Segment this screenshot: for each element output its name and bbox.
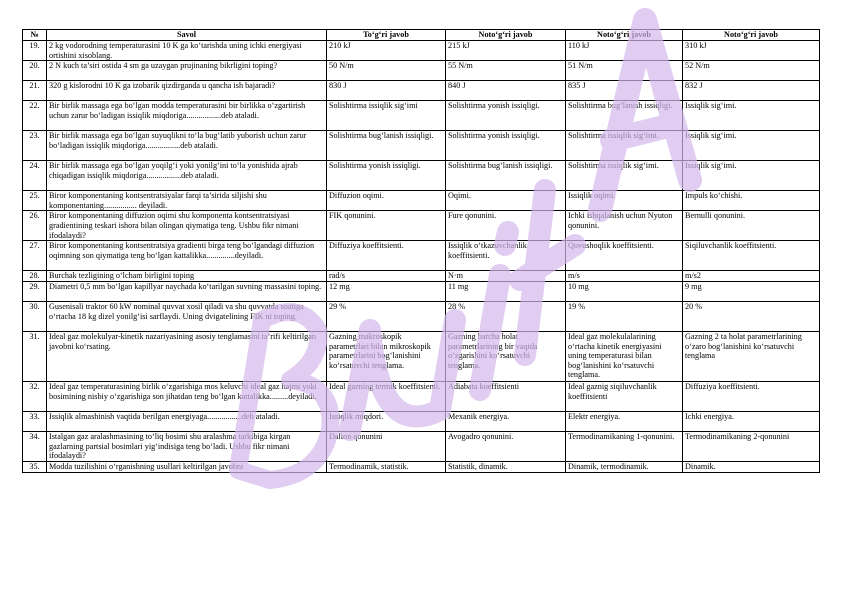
wrong-answer-3: Dinamik. <box>683 461 820 472</box>
wrong-answer-2: 10 mg <box>566 281 683 301</box>
question-number: 33. <box>23 411 47 431</box>
question-number: 35. <box>23 461 47 472</box>
wrong-answer-2: m/s <box>566 271 683 282</box>
wrong-answer-2: Qovushoqlik koeffitsienti. <box>566 241 683 271</box>
table-row <box>23 131 820 161</box>
correct-answer: 50 N/m <box>327 61 446 81</box>
question-text: Modda tuzilishini o‘rganishning usullari keltirilgan javobni <box>47 461 327 472</box>
table-row <box>23 411 820 431</box>
table-row <box>23 461 820 472</box>
question-text: Bir birlik massaga ega bo‘lgan suyuqlikni to‘la bug‘latib yuborish uchun zarur bo‘ladigan issiqlik miqdoriga.................deb ataladi. <box>47 131 327 161</box>
header-wrong-answer-3: Noto‘g‘ri javob <box>683 30 820 41</box>
wrong-answer-3: 832 J <box>683 81 820 101</box>
question-text: Ideal gaz temperaturasining birlik o‘zgarishiga mos keluvchi ideal gaz hajmi yoki bosimining nisbiy o‘zgarishiga son jihatdan teng bo‘lgan kattalikka.........deyiladi. <box>47 381 327 411</box>
wrong-answer-1: Mexanik energiya. <box>446 411 566 431</box>
correct-answer: Gazning makroskopik parametrlari bilan mikroskopik parametrlarini bog‘lanishini ko‘rsatuvchi tenglama. <box>327 331 446 381</box>
question-number: 27. <box>23 241 47 271</box>
wrong-answer-1: Solishtirma yonish issiqligi. <box>446 131 566 161</box>
correct-answer: 830 J <box>327 81 446 101</box>
question-text: Istalgan gaz aralashmasining to‘liq bosimi shu aralashma tarkibiga kirgan gazlarning partsial bosimlari yig‘indisiga teng bo‘ladi. Ushbu fikr nimani ifodalaydi? <box>47 431 327 461</box>
table-row <box>23 241 820 271</box>
wrong-answer-2: 835 J <box>566 81 683 101</box>
wrong-answer-3: Issiqlik sig‘imi. <box>683 101 820 131</box>
question-number: 20. <box>23 61 47 81</box>
wrong-answer-3: Diffuziya koeffitsienti. <box>683 381 820 411</box>
wrong-answer-3: Gazning 2 ta holat parametrlarining o‘zaro bog‘lanishini ko‘rsatuvchi tenglama <box>683 331 820 381</box>
wrong-answer-2: Ichki ishqalanish uchun Nyuton qonunini. <box>566 211 683 241</box>
question-number: 26. <box>23 211 47 241</box>
wrong-answer-2: Solishtirma issiqlik sig‘imi. <box>566 131 683 161</box>
correct-answer: FIK qonunini. <box>327 211 446 241</box>
wrong-answer-1: 215 kJ <box>446 41 566 61</box>
table-row <box>23 211 820 241</box>
wrong-answer-3: 310 kJ <box>683 41 820 61</box>
correct-answer: rad/s <box>327 271 446 282</box>
wrong-answer-1: 11 mg <box>446 281 566 301</box>
wrong-answer-1: Gazning barcha holat parametrlarining bir vaqtda o‘zgarishini ko‘rsatuvchi tenglama. <box>446 331 566 381</box>
header-wrong-answer-2: Noto‘g‘ri javob <box>566 30 683 41</box>
wrong-answer-3: Issiqlik sig‘imi. <box>683 131 820 161</box>
table-row <box>23 101 820 131</box>
table-row <box>23 301 820 331</box>
table-row <box>23 331 820 381</box>
question-text: Burchak tezligining o‘lcham birligini toping <box>47 271 327 282</box>
question-text: 320 g kislorodni 10 K ga izobarik qizdirganda u qancha ish bajaradi? <box>47 81 327 101</box>
wrong-answer-2: Ideal gaznig siqiluvchanlik koeffitsienti <box>566 381 683 411</box>
question-number: 22. <box>23 101 47 131</box>
wrong-answer-1: Avogadro qonunini. <box>446 431 566 461</box>
table-row <box>23 281 820 301</box>
question-number: 24. <box>23 161 47 191</box>
wrong-answer-1: Oqimi. <box>446 191 566 211</box>
correct-answer: 29 % <box>327 301 446 331</box>
correct-answer: Diffuzion oqimi. <box>327 191 446 211</box>
table-row <box>23 381 820 411</box>
header-number: № <box>23 30 47 41</box>
wrong-answer-2: Solishtirma bug‘lanish issiqligi. <box>566 101 683 131</box>
correct-answer: Dalton qonunini <box>327 431 446 461</box>
wrong-answer-2: Solishtirma issiqlik sig‘imi. <box>566 161 683 191</box>
wrong-answer-3: 9 mg <box>683 281 820 301</box>
question-text: Diametri 0,5 mm bo‘lgan kapillyar naychada ko‘tarilgan suvning massasini toping. <box>47 281 327 301</box>
question-text: Bir birlik massaga ega bo‘lgan yoqilg‘i yoki yonilg‘ini to‘la yonishida ajrab chiqadigan issiqlik miqdoriga.................deb ataladi. <box>47 161 327 191</box>
question-number: 32. <box>23 381 47 411</box>
correct-answer: Issiqlik miqdori. <box>327 411 446 431</box>
question-number: 25. <box>23 191 47 211</box>
correct-answer: Ideal gazning termik koeffitsienti. <box>327 381 446 411</box>
wrong-answer-2: 51 N/m <box>566 61 683 81</box>
question-number: 19. <box>23 41 47 61</box>
table-row <box>23 81 820 101</box>
table-row <box>23 61 820 81</box>
questions-table <box>22 29 820 473</box>
wrong-answer-1: Issiqlik o‘tkazuvchanlik koeffitsienti. <box>446 241 566 271</box>
table-row <box>23 271 820 282</box>
question-number: 21. <box>23 81 47 101</box>
header-wrong-answer-1: Noto‘g‘ri javob <box>446 30 566 41</box>
table-row <box>23 161 820 191</box>
question-text: Bir birlik massaga ega bo‘lgan modda temperaturasini bir birlikka o‘zgartirish uchun zarur bo‘ladigan issiqlik miqdoriga.................deb ataladi. <box>47 101 327 131</box>
correct-answer: Termodinamik, statistik. <box>327 461 446 472</box>
wrong-answer-3: Termodinamikaning 2-qonunini <box>683 431 820 461</box>
wrong-answer-2: Ideal gaz molekulalarining o‘rtacha kinetik energiyasini uning temperaturasi bilan bog‘lanishini ko‘rsatuvchi tenglama. <box>566 331 683 381</box>
wrong-answer-2: 110 kJ <box>566 41 683 61</box>
wrong-answer-1: Fure qonunini. <box>446 211 566 241</box>
wrong-answer-3: Ichki energiya. <box>683 411 820 431</box>
wrong-answer-3: Issiqlik sig‘imi. <box>683 161 820 191</box>
question-text: 2 N kuch ta’siri ostida 4 sm ga uzaygan prujinaning bikrligini toping? <box>47 61 327 81</box>
wrong-answer-3: 52 N/m <box>683 61 820 81</box>
question-text: Gusenisali traktor 60 kW nominal quvvat xosil qiladi va shu quvvatda soatiga o‘rtacha 18 kg dizel yonilg‘isi sarflaydi. Uning dvigatelining FIK ni toping. <box>47 301 327 331</box>
wrong-answer-3: Bernulli qonunini. <box>683 211 820 241</box>
question-number: 30. <box>23 301 47 331</box>
wrong-answer-2: Termodinamikaning 1-qonunini. <box>566 431 683 461</box>
wrong-answer-1: 55 N/m <box>446 61 566 81</box>
wrong-answer-3: Siqiluvchanlik koeffitsienti. <box>683 241 820 271</box>
correct-answer: 12 mg <box>327 281 446 301</box>
wrong-answer-3: m/s2 <box>683 271 820 282</box>
correct-answer: Solishtirma bug‘lanish issiqligi. <box>327 131 446 161</box>
question-number: 29. <box>23 281 47 301</box>
wrong-answer-2: Dinamik, termodinamik. <box>566 461 683 472</box>
question-number: 23. <box>23 131 47 161</box>
wrong-answer-3: 20 % <box>683 301 820 331</box>
question-text: Issiqlik almashinish vaqtida berilgan energiyaga.................deb ataladi. <box>47 411 327 431</box>
question-text: Biror komponentaning diffuzion oqimi shu komponenta kontsentratsiyasi gradientining teskari ishora bilan olingan qiymatiga teng. Ushbu fikr nimani ifodalaydi? <box>47 211 327 241</box>
correct-answer: Solishtirma yonish issiqligi. <box>327 161 446 191</box>
table-row <box>23 191 820 211</box>
question-text: Ideal gaz molekulyar-kinetik nazariyasining asosiy tenglamasini ta’rifi keltirilgan javobni ko‘rsating. <box>47 331 327 381</box>
correct-answer: Diffuziya koeffitsienti. <box>327 241 446 271</box>
question-number: 31. <box>23 331 47 381</box>
table-row <box>23 431 820 461</box>
header-question: Savol <box>47 30 327 41</box>
wrong-answer-1: 840 J <box>446 81 566 101</box>
wrong-answer-1: N·m <box>446 271 566 282</box>
table-row <box>23 41 820 61</box>
question-text: Biror komponentaning kontsentratsiyalar farqi ta’sirida siljishi shu komponentaning................ deyiladi. <box>47 191 327 211</box>
wrong-answer-1: Solishtirma yonish issiqligi. <box>446 101 566 131</box>
wrong-answer-1: Adiabata koeffitsienti <box>446 381 566 411</box>
wrong-answer-3: Impuls ko‘chishi. <box>683 191 820 211</box>
wrong-answer-1: Statistik, dinamik. <box>446 461 566 472</box>
wrong-answer-2: 19 % <box>566 301 683 331</box>
question-text: Biror komponentaning kontsentratsiya gradienti birga teng bo‘lgandagi diffuzion oqimning son qiymatiga teng bo‘lgan kattalikka..............deyiladi. <box>47 241 327 271</box>
correct-answer: Solishtirma issiqlik sig‘imi <box>327 101 446 131</box>
wrong-answer-1: 28 % <box>446 301 566 331</box>
header-correct-answer: To‘g‘ri javob <box>327 30 446 41</box>
table-header-row <box>23 30 820 41</box>
question-text: 2 kg vodorodning temperaturasini 10 K ga ko‘tarishda uning ichki energiyasi ortishini xisoblang. <box>47 41 327 61</box>
wrong-answer-1: Solishtirma bug‘lanish issiqligi. <box>446 161 566 191</box>
document-page <box>22 29 819 473</box>
question-number: 28. <box>23 271 47 282</box>
question-number: 34. <box>23 431 47 461</box>
correct-answer: 210 kJ <box>327 41 446 61</box>
wrong-answer-2: Elektr energiya. <box>566 411 683 431</box>
wrong-answer-2: Issiqlik oqimi. <box>566 191 683 211</box>
